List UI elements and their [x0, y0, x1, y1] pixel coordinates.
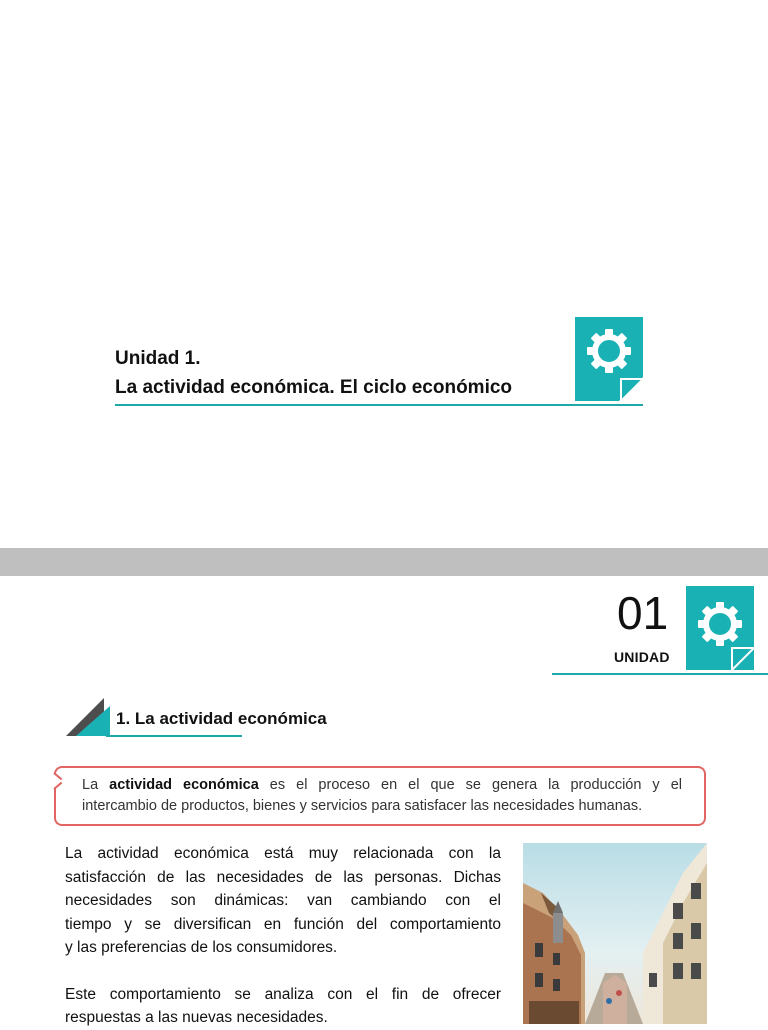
cover-title-underline [115, 404, 643, 406]
street-photo [523, 843, 707, 1024]
body-text [65, 842, 501, 1030]
paragraph1-line: tiempo y se diversifican en función del comportamiento [65, 915, 501, 933]
section-heading: 1. La actividad económica [116, 709, 327, 728]
street-buildings-image [523, 843, 707, 1024]
paragraph2-line: Este comportamiento se analiza con el fin de ofrecer [65, 985, 501, 1003]
cover-title-line2: La actividad económica. El ciclo económico [115, 377, 513, 398]
gear-icon [686, 586, 754, 670]
definition-text [82, 775, 682, 817]
cover-gear-tile [575, 317, 643, 401]
slide-separator [0, 548, 768, 576]
definition-line1: La actividad económica es el proceso en el que se genera la producción y el [82, 777, 682, 793]
cover-title [115, 344, 512, 402]
paragraph1-line: satisfacción de las necesidades de las personas. Dichas [65, 868, 501, 886]
gear-icon [575, 317, 643, 401]
definition-term: actividad económica [109, 777, 259, 793]
paragraph1-line: necesidades son dinámicas: van cambiando con el [65, 892, 501, 909]
paragraph2-line: respuestas a las nuevas necesidades. [65, 1009, 328, 1026]
section-header [62, 696, 362, 740]
unit-label: UNIDAD [614, 649, 670, 665]
definition-line2: intercambio de productos, bienes y servicios para satisfacer las necesidades humanas. [82, 798, 643, 814]
unit-number: 01 [617, 587, 669, 639]
cover-title-line1: Unidad 1. [115, 348, 201, 369]
paragraph1-line: La actividad económica está muy relacionada con la [65, 845, 501, 862]
unit-underline [552, 673, 768, 675]
section-underline [106, 735, 242, 737]
section-triangle-icon [62, 696, 122, 740]
paragraph1-line: y las preferencias de los consumidores. [65, 939, 338, 956]
unit-gear-tile [686, 586, 754, 670]
content-slide [0, 576, 768, 1024]
definition-box [54, 766, 706, 826]
